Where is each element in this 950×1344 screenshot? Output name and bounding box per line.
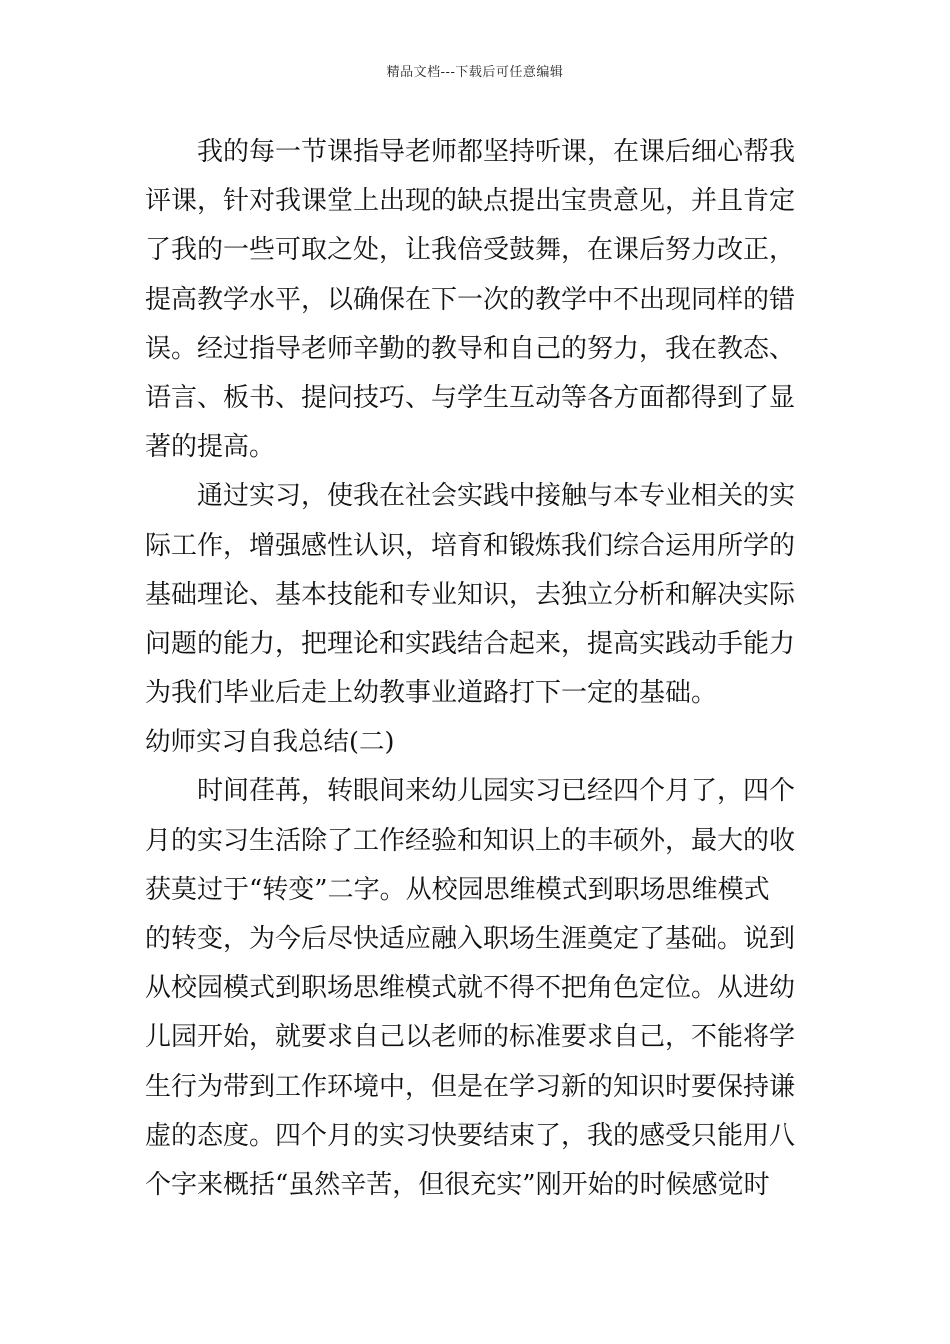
paragraph-1-line-6: 语言、板书、提问技巧、与学生互动等各方面都得到了显	[145, 382, 796, 413]
paragraph-1-line-1: 我的每一节课指导老师都坚持听课，在课后细心帮我	[197, 137, 796, 167]
page-header: 精品文档---下载后可任意编辑	[386, 65, 564, 80]
paragraph-2-line-2: 际工作，增强感性认识，培育和锻炼我们综合运用所学的	[145, 530, 796, 561]
paragraph-3-line-8: 虚的态度。四个月的实习快要结束了，我的感受只能用八	[145, 1120, 796, 1151]
paragraph-3-line-2: 月的实习生活除了工作经验和知识上的丰硕外，最大的收	[145, 825, 796, 856]
document-body	[145, 128, 815, 1210]
paragraph-1-line-3: 了我的一些可取之处，让我倍受鼓舞，在课后努力改正，	[145, 235, 796, 266]
paragraph-2-line-4: 问题的能力，把理论和实践结合起来，提高实践动手能力	[145, 628, 796, 659]
paragraph-1-line-2: 评课，针对我课堂上出现的缺点提出宝贵意见，并且肯定	[145, 186, 796, 217]
paragraph-3-line-4: 的转变，为今后尽快适应融入职场生涯奠定了基础。说到	[145, 924, 796, 954]
paragraph-3-line-5: 从校园模式到职场思维模式就不得不把角色定位。从进幼	[145, 973, 796, 1004]
paragraph-1-line-5: 误。经过指导老师辛勤的教导和自己的努力，我在教态、	[145, 333, 796, 364]
paragraph-1-line-7: 著的提高。	[145, 432, 276, 463]
paragraph-2-line-1: 通过实习，使我在社会实践中接触与本专业相关的实	[197, 481, 796, 512]
paragraph-2-line-3: 基础理论、基本技能和专业知识，去独立分析和解决实际	[145, 579, 796, 610]
paragraph-3-line-1: 时间荏苒，转眼间来幼儿园实习已经四个月了，四个	[197, 776, 796, 807]
paragraph-3-line-9: 个字来概括“虽然辛苦，但很充实”刚开始的时候感觉时	[145, 1169, 770, 1200]
paragraph-3-line-7: 生行为带到工作环境中，但是在学习新的知识时要保持谦	[145, 1071, 796, 1102]
section-heading: 幼师实习自我总结(二)	[145, 727, 395, 758]
paragraph-1-line-4: 提高教学水平，以确保在下一次的教学中不出现同样的错	[145, 284, 796, 315]
paragraph-2-line-5: 为我们毕业后走上幼教事业道路打下一定的基础。	[145, 678, 718, 709]
paragraph-3-line-6: 儿园开始，就要求自己以老师的标准要求自己，不能将学	[145, 1022, 796, 1053]
paragraph-3-line-3: 获莫过于“转变”二字。从校园思维模式到职场思维模式	[145, 874, 770, 905]
